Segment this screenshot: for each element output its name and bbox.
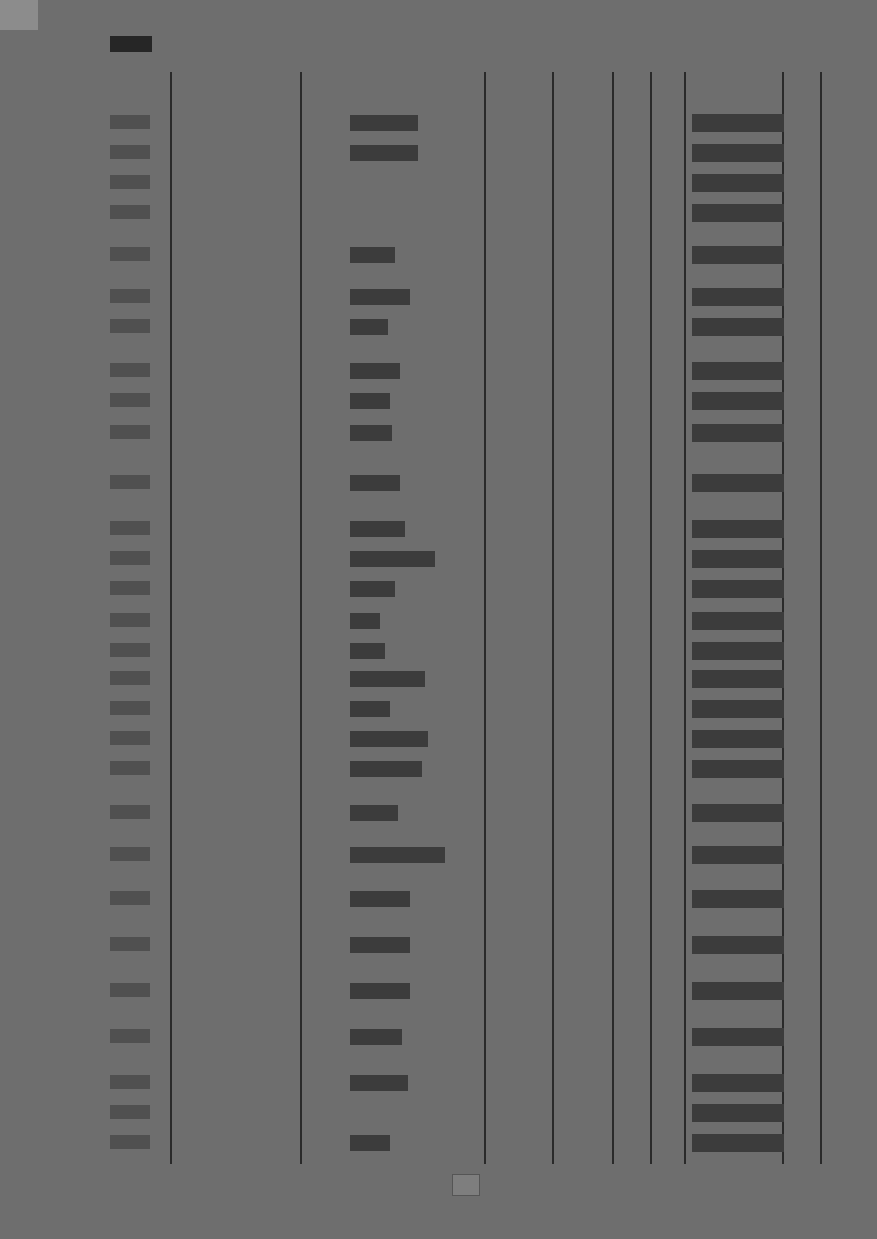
table-row [106, 548, 824, 570]
row-id-block [110, 701, 150, 715]
redaction-bar [692, 392, 784, 410]
redaction-bar [350, 643, 385, 659]
redaction-bar [692, 612, 784, 630]
redaction-bar [350, 363, 400, 379]
row-id-block [110, 983, 150, 997]
table-row [106, 316, 824, 338]
table-row [106, 472, 824, 494]
table-row [106, 286, 824, 308]
table-row [106, 668, 824, 690]
table-row [106, 578, 824, 600]
redaction-bar [692, 936, 784, 954]
table-row [106, 844, 824, 866]
row-id-block [110, 761, 150, 775]
table-row [106, 1026, 824, 1048]
row-id-block [110, 731, 150, 745]
row-id-block [110, 205, 150, 219]
row-id-block [110, 805, 150, 819]
redaction-bar [692, 550, 784, 568]
table-row [106, 758, 824, 780]
redaction-bar [692, 700, 784, 718]
redaction-bar [350, 701, 390, 717]
redaction-bar [350, 115, 418, 131]
redaction-bar [692, 1074, 784, 1092]
redaction-bar [692, 846, 784, 864]
redaction-bar [350, 1029, 402, 1045]
page-number-mark [452, 1174, 480, 1196]
row-id-block [110, 115, 150, 129]
redaction-bar [350, 289, 410, 305]
redaction-bar [350, 671, 425, 687]
redaction-bar [692, 204, 784, 222]
redaction-bar [692, 730, 784, 748]
table-row [106, 142, 824, 164]
table-row [106, 360, 824, 382]
row-id-block [110, 847, 150, 861]
row-id-block [110, 551, 150, 565]
redaction-bar [350, 761, 422, 777]
row-id-block [110, 363, 150, 377]
row-id-block [110, 1029, 150, 1043]
redaction-bar [692, 580, 784, 598]
table-row [106, 610, 824, 632]
redaction-bar [692, 1028, 784, 1046]
row-id-block [110, 425, 150, 439]
row-id-block [110, 1105, 150, 1119]
row-id-block [110, 581, 150, 595]
row-id-block [110, 937, 150, 951]
redaction-bar [350, 613, 380, 629]
row-id-block [110, 891, 150, 905]
redaction-bar [350, 393, 390, 409]
row-id-block [110, 1075, 150, 1089]
redaction-bar [692, 1104, 784, 1122]
table-row [106, 802, 824, 824]
row-id-block [110, 475, 150, 489]
row-id-block [110, 247, 150, 261]
table-row [106, 244, 824, 266]
redaction-bar [350, 805, 398, 821]
table-row [106, 888, 824, 910]
redaction-bar [350, 847, 445, 863]
row-id-block [110, 521, 150, 535]
redaction-bar [692, 424, 784, 442]
table-row [106, 698, 824, 720]
redaction-bar [692, 520, 784, 538]
redaction-bar [350, 425, 392, 441]
redaction-bar [692, 642, 784, 660]
redaction-bar [350, 937, 410, 953]
table-row [106, 518, 824, 540]
table-row [106, 1072, 824, 1094]
table-row [106, 934, 824, 956]
redaction-bar [350, 891, 410, 907]
redaction-bar [692, 288, 784, 306]
table-row [106, 172, 824, 194]
redaction-bar [692, 144, 784, 162]
redaction-bar [350, 551, 435, 567]
redaction-bar [692, 1134, 784, 1152]
row-id-block [110, 289, 150, 303]
table-row [106, 980, 824, 1002]
redaction-bar [350, 145, 418, 161]
redaction-bar [350, 581, 395, 597]
row-id-block [110, 1135, 150, 1149]
redaction-bar [692, 474, 784, 492]
redaction-bar [350, 1135, 390, 1151]
redaction-bar [350, 521, 405, 537]
redaction-bar [350, 247, 395, 263]
redaction-bar [692, 760, 784, 778]
document-header-mark [110, 36, 152, 52]
redaction-bar [692, 114, 784, 132]
document-table [106, 64, 824, 1164]
redaction-bar [692, 318, 784, 336]
table-row [106, 728, 824, 750]
table-row [106, 640, 824, 662]
row-id-block [110, 671, 150, 685]
row-id-block [110, 175, 150, 189]
row-id-block [110, 613, 150, 627]
table-row [106, 390, 824, 412]
redaction-bar [692, 246, 784, 264]
redaction-bar [350, 319, 388, 335]
redaction-bar [350, 475, 400, 491]
redaction-bar [692, 174, 784, 192]
table-row [106, 202, 824, 224]
table-row [106, 112, 824, 134]
table-row [106, 422, 824, 444]
row-id-block [110, 393, 150, 407]
row-id-block [110, 319, 150, 333]
row-id-block [110, 643, 150, 657]
redaction-bar [692, 890, 784, 908]
redaction-bar [692, 982, 784, 1000]
redaction-bar [350, 983, 410, 999]
redaction-bar [350, 1075, 408, 1091]
corner-mark [0, 0, 38, 30]
redaction-bar [692, 670, 784, 688]
table-row [106, 1132, 824, 1154]
redaction-bar [692, 804, 784, 822]
row-id-block [110, 145, 150, 159]
table-row [106, 1102, 824, 1124]
redaction-bar [350, 731, 428, 747]
redaction-bar [692, 362, 784, 380]
